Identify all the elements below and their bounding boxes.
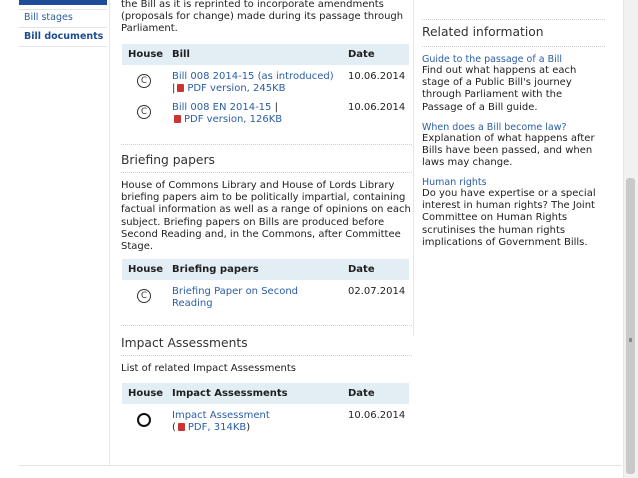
separator: | bbox=[172, 83, 176, 95]
paren-close: ) bbox=[246, 422, 251, 434]
separator: | bbox=[271, 101, 278, 113]
col-house: House bbox=[122, 383, 166, 404]
related-desc: Do you have expertise or a special interest in human rights? The Joint Committee on Human Rights scrutinises the human rights implications of Government Bills. bbox=[422, 188, 596, 248]
table-row bbox=[122, 404, 409, 435]
col-date: Date bbox=[342, 44, 409, 65]
table-row bbox=[122, 280, 409, 311]
bills-table bbox=[122, 44, 409, 127]
nav-active-item[interactable] bbox=[19, 0, 107, 5]
impact-heading: Impact Assessments bbox=[121, 336, 248, 350]
related-link-passage-guide[interactable]: Guide to the passage of a Bill bbox=[422, 54, 563, 65]
related-link-human-rights[interactable]: Human rights bbox=[422, 177, 487, 188]
pdf-link[interactable]: PDF, 314KB bbox=[187, 422, 247, 434]
scrollbar-thumb[interactable] bbox=[626, 178, 635, 474]
nav-divider bbox=[19, 46, 107, 47]
date: 02.07.2014 bbox=[348, 286, 406, 297]
briefing-text: House of Commons Library and House of Lords Library briefing papers aim to be politically impartial, containing factual information as well as a range of opinions on each subject. Briefing papers on Bills are produced before Second Reading and, in the Commons, after Committee Stage. bbox=[121, 180, 411, 253]
pdf-link[interactable]: PDF version, 245KB bbox=[187, 83, 286, 95]
col-date: Date bbox=[342, 383, 409, 404]
table-header-row bbox=[122, 259, 409, 280]
col-date: Date bbox=[342, 259, 409, 280]
section-divider bbox=[121, 355, 412, 356]
pdf-icon bbox=[178, 423, 185, 431]
column-divider bbox=[109, 0, 110, 465]
left-nav bbox=[19, 0, 107, 49]
related-desc: Find out what happens at each stage of a Public Bill's journey through Parliament with the Passage of a Bill guide. bbox=[422, 65, 577, 113]
date: 10.06.2014 bbox=[348, 101, 406, 113]
briefing-table bbox=[122, 259, 409, 311]
date: 10.06.2014 bbox=[348, 71, 406, 82]
impact-text: List of related Impact Assessments bbox=[121, 363, 296, 374]
col-house: House bbox=[122, 259, 166, 280]
col-briefing-papers: Briefing papers bbox=[166, 259, 342, 280]
nav-item-bill-stages[interactable]: Bill stages bbox=[24, 12, 73, 23]
nav-item-bill-documents[interactable]: Bill documents bbox=[24, 31, 104, 42]
section-divider bbox=[121, 144, 412, 145]
paren-open: ( bbox=[172, 422, 176, 434]
commons-icon: C bbox=[137, 74, 151, 88]
nav-divider bbox=[19, 27, 107, 28]
section-divider bbox=[121, 172, 412, 173]
table-row bbox=[122, 96, 409, 127]
pdf-link[interactable]: PDF version, 126KB bbox=[184, 114, 283, 126]
commons-icon: C bbox=[137, 105, 151, 119]
bill-link[interactable]: Bill 008 EN 2014-15 bbox=[172, 101, 272, 113]
impact-link[interactable]: Impact Assessment bbox=[172, 410, 270, 421]
col-house: House bbox=[122, 44, 166, 65]
section-divider bbox=[422, 19, 605, 20]
col-bill: Bill bbox=[166, 44, 342, 65]
related-title: Related information bbox=[422, 25, 544, 39]
footer-divider bbox=[19, 465, 622, 466]
related-desc: Explanation of what happens after Bills have been passed, and when laws may change. bbox=[422, 133, 595, 169]
commons-icon: C bbox=[137, 289, 151, 303]
col-impact-assessments: Impact Assessments bbox=[166, 383, 342, 404]
table-header-row bbox=[122, 44, 409, 65]
related-link-bill-become-law[interactable]: When does a Bill become law? bbox=[422, 122, 567, 133]
section-divider bbox=[422, 46, 605, 47]
pdf-icon bbox=[177, 84, 184, 92]
intro-text: the Bill as it is reprinted to incorporate amendments (proposals for change) made during its passage through Parliament. bbox=[121, 0, 404, 35]
page-scrollbar[interactable] bbox=[623, 0, 638, 478]
nav-divider bbox=[19, 9, 107, 10]
circle-icon bbox=[137, 413, 151, 427]
pdf-icon bbox=[174, 115, 181, 123]
impact-table bbox=[122, 383, 409, 435]
briefing-heading: Briefing papers bbox=[121, 153, 215, 167]
column-divider bbox=[413, 0, 414, 336]
bill-link[interactable]: Bill 008 2014-15 (as introduced) bbox=[172, 71, 334, 82]
briefing-link[interactable]: Briefing Paper on Second Reading bbox=[172, 286, 299, 310]
table-row bbox=[122, 65, 409, 96]
section-divider bbox=[121, 325, 412, 326]
date: 10.06.2014 bbox=[348, 410, 406, 421]
table-header-row bbox=[122, 383, 409, 404]
scrollbar-grip-icon bbox=[629, 338, 632, 342]
